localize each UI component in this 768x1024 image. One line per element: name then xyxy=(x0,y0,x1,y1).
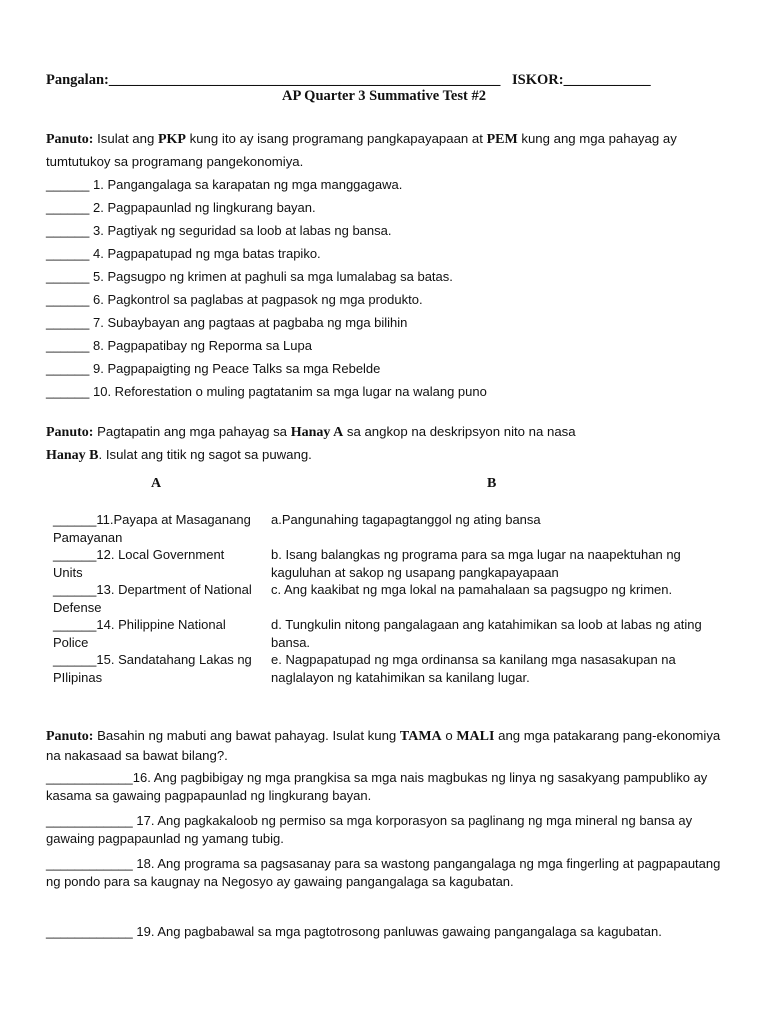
page-title: AP Quarter 3 Summative Test #2 xyxy=(282,88,486,104)
true-false-item: ____________ 19. Ang pagbabawal sa mga pagtotrosong panluwas gawaing pangangalaga sa kagubatan. xyxy=(46,924,662,939)
list-item: ______ 10. Reforestation o muling pagtatanim sa mga lugar na walang puno xyxy=(46,384,487,399)
part1-label: Panuto: xyxy=(46,132,94,147)
list-item: ______ 4. Pagpapatupad ng mga batas trapiko. xyxy=(46,246,321,261)
match-right-item: d. Tungkulin nitong pangalagaan ang katahimikan sa loob at labas ng ating bansa. xyxy=(271,617,702,650)
part2-directions xyxy=(46,421,726,467)
hanay-a-label: Hanay A xyxy=(290,425,344,440)
match-left-item: ______14. Philippine National Police xyxy=(53,617,226,650)
part3-text-b: o xyxy=(441,728,457,743)
part1-text-a: Isulat ang xyxy=(93,131,158,146)
part2-label: Panuto: xyxy=(46,425,94,440)
column-b-header: B xyxy=(487,476,497,491)
part1-text-c: kung ang mga pahayag ay tumtutukoy sa programang pangekonomiya. xyxy=(46,131,677,169)
match-right-item: b. Isang balangkas ng programa para sa mga lugar na naapektuhan ng kaguluhan at sakop ng usapang pangkapayapaan xyxy=(271,547,681,580)
score-field-label: ISKOR:____________ xyxy=(512,72,651,88)
match-left-item: ______11.Payapa at Masaganang Pamayanan xyxy=(53,512,251,545)
match-left-item: ______13. Department of National Defense xyxy=(53,582,252,615)
list-item: ______ 9. Pagpapaigting ng Peace Talks sa mga Rebelde xyxy=(46,361,381,376)
pem-code: PEM xyxy=(486,132,518,147)
part2-text-c: . Isulat ang titik ng sagot sa puwang. xyxy=(98,447,312,462)
match-right-item: e. Nagpapatupad ng mga ordinansa sa kanilang mga nasasakupan na naglalayon ng katahimikan sa kanilang lugar. xyxy=(271,652,676,685)
name-field-label: Pangalan:______________________________________________________ xyxy=(46,72,501,88)
part3-text-a: Basahin ng mabuti ang bawat pahayag. Isulat kung xyxy=(93,728,400,743)
list-item: ______ 5. Pagsugpo ng krimen at paghuli sa mga lumalabag sa batas. xyxy=(46,269,453,284)
list-item: ______ 8. Pagpapatibay ng Reporma sa Lupa xyxy=(46,338,312,353)
part3-directions xyxy=(46,726,726,765)
part2-text-a: Pagtapatin ang mga pahayag sa xyxy=(93,424,291,439)
column-a-header: A xyxy=(151,476,162,491)
match-right-item: a.Pangunahing tagapagtanggol ng ating bansa xyxy=(271,512,541,527)
match-right-item: c. Ang kaakibat ng mga lokal na pamahalaan sa pagsugpo ng krimen. xyxy=(271,582,673,597)
part2-text-b: sa angkop na deskripsyon nito na nasa xyxy=(343,424,576,439)
match-left-item: ______12. Local Government Units xyxy=(53,547,225,580)
hanay-b-label: Hanay B xyxy=(46,448,99,463)
true-false-item: ____________16. Ang pagbibigay ng mga prangkisa sa mga nais magbukas ng linya ng sasakyang pampubliko ay kasama sa gawaing pagpapaunlad ng lingkurang bayan. xyxy=(46,770,708,803)
list-item: ______ 3. Pagtiyak ng seguridad sa loob at labas ng bansa. xyxy=(46,223,392,238)
mali-label: MALI xyxy=(456,729,495,744)
match-left-item: ______15. Sandatahang Lakas ng PIlipinas xyxy=(53,652,252,685)
part3-label: Panuto: xyxy=(46,729,94,744)
pkp-code: PKP xyxy=(157,132,186,147)
list-item: ______ 1. Pangangalaga sa karapatan ng mga manggagawa. xyxy=(46,177,403,192)
tama-label: TAMA xyxy=(399,729,442,744)
list-item: ______ 7. Subaybayan ang pagtaas at pagbaba ng mga bilihin xyxy=(46,315,408,330)
true-false-item: ____________ 17. Ang pagkakaloob ng permiso sa mga korporasyon sa paglinang ng mga mineral ng bansa ay gawaing pagpapaunlad ng yamang tubig. xyxy=(46,813,693,846)
part3-text-c: ang mga patakarang pang-ekonomiya na nakasaad sa bawat bilang?. xyxy=(46,728,721,763)
part1-text-b: kung ito ay isang programang pangkapayapaan at xyxy=(185,131,487,146)
list-item: ______ 2. Pagpapaunlad ng lingkurang bayan. xyxy=(46,200,316,215)
part1-directions xyxy=(46,128,726,173)
list-item: ______ 6. Pagkontrol sa paglabas at pagpasok ng mga produkto. xyxy=(46,292,423,307)
true-false-item: ____________ 18. Ang programa sa pagsasanay para sa wastong pangangalaga ng mga fingerling at pagpapautang ng pondo para sa kaugnay na Negosyo ay gawaing pangangalaga sa kagubatan. xyxy=(46,856,721,889)
